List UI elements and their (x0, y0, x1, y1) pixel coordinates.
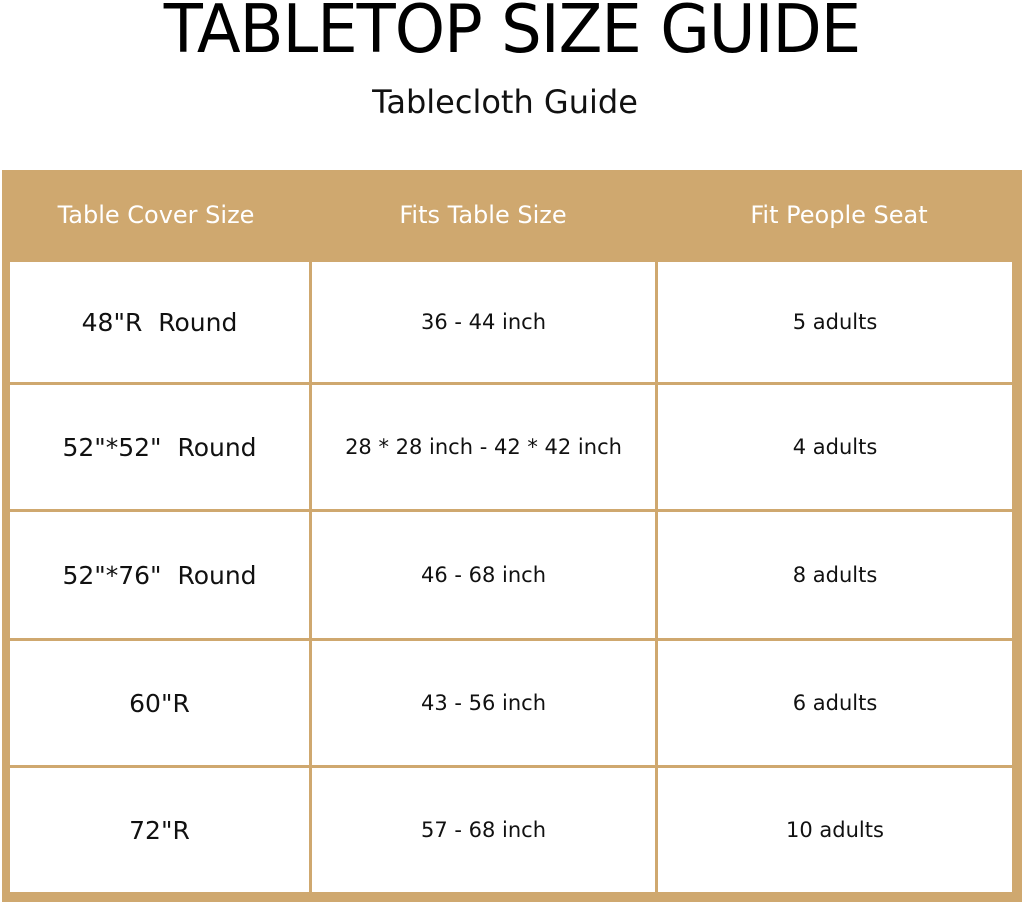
table-header-row (2, 170, 1022, 260)
table-cell-fits-size: 36 - 44 inch (312, 262, 655, 382)
header-fit-people-seat: Fit People Seat (750, 201, 928, 229)
table-cell-fits-size: 43 - 56 inch (312, 641, 655, 765)
page-subtitle: Tablecloth Guide (372, 83, 638, 121)
table-cell-people-seat: 5 adults (658, 262, 1012, 382)
table-cell-cover-size: 72"R (10, 768, 309, 892)
table-cell-cover-size: 52"*52" Round (10, 385, 309, 509)
table-cell-cover-size: 60"R (10, 641, 309, 765)
table-cell-fits-size: 28 * 28 inch - 42 * 42 inch (312, 385, 655, 509)
table-cell-people-seat: 4 adults (658, 385, 1012, 509)
page-title: TABLETOP SIZE GUIDE (163, 0, 861, 69)
table-cell-people-seat: 10 adults (658, 768, 1012, 892)
table-cell-cover-size: 48"R Round (10, 262, 309, 382)
table-cell-people-seat: 6 adults (658, 641, 1012, 765)
table-cell-people-seat: 8 adults (658, 512, 1012, 638)
table-cell-cover-size: 52"*76" Round (10, 512, 309, 638)
table-cell-fits-size: 57 - 68 inch (312, 768, 655, 892)
size-guide-table (2, 170, 1022, 902)
header-table-cover-size: Table Cover Size (57, 201, 255, 229)
header-fits-table-size: Fits Table Size (399, 201, 567, 229)
table-cell-fits-size: 46 - 68 inch (312, 512, 655, 638)
